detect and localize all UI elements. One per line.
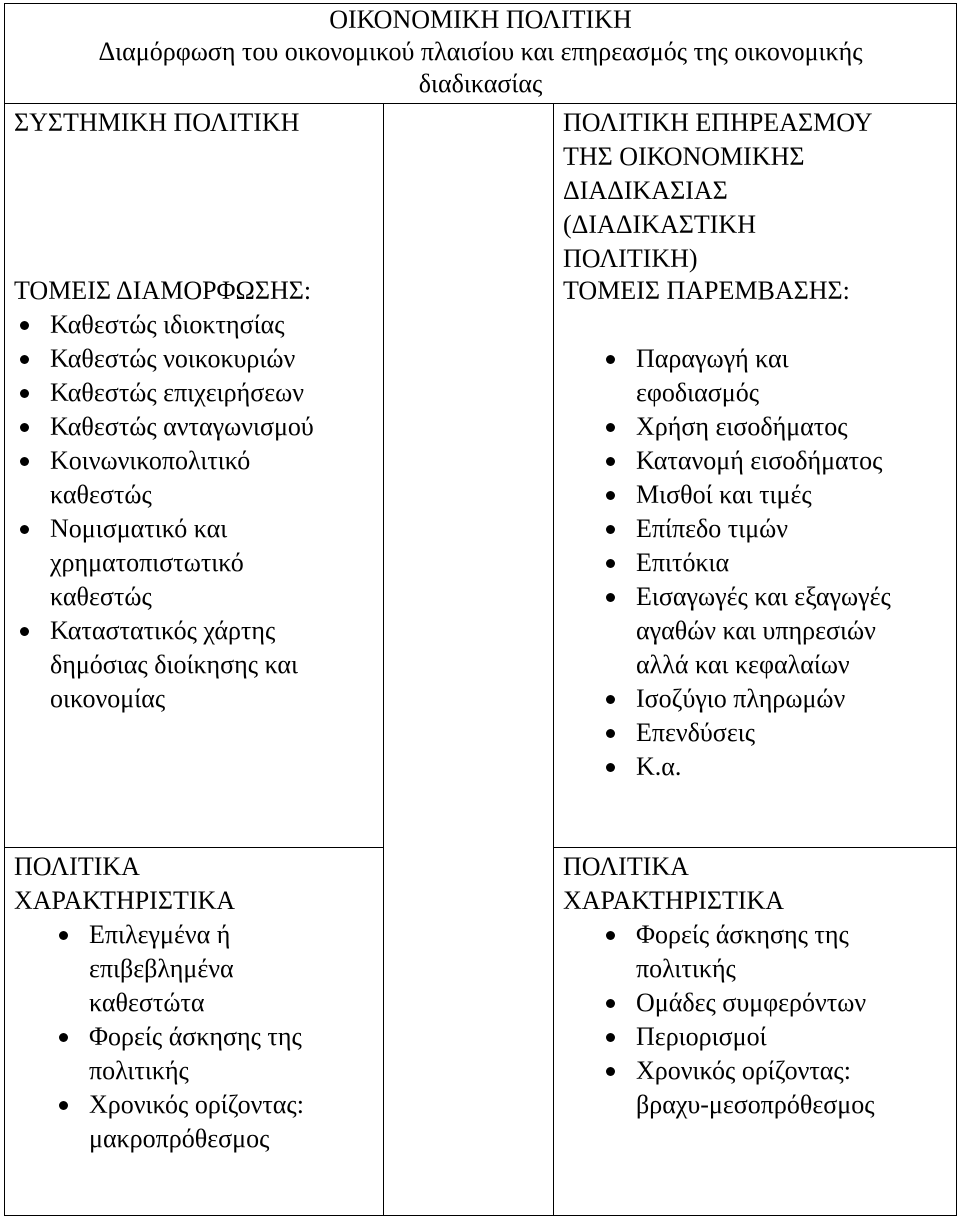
bullet-icon (606, 593, 615, 602)
list-item-line: Καθεστώς ιδιοκτησίας (50, 310, 285, 339)
bullet-icon (606, 729, 615, 738)
bullet-icon (606, 491, 615, 500)
right-features-heading-2: ΧΑΡΑΚΤΗΡΙΣΤΙΚΑ (563, 886, 785, 915)
list-item-line: Επίπεδο τιμών (636, 514, 789, 543)
list-item-line: Χρονικός ορίζοντας: (89, 1090, 304, 1119)
right-heading-line: ΔΙΑΔΙΚΑΣΙΑΣ (563, 176, 728, 205)
list-item (50, 444, 314, 512)
left-features-heading-2: ΧΑΡΑΚΤΗΡΙΣΤΙΚΑ (14, 886, 236, 915)
list-item (636, 716, 891, 750)
list-item-line: Φορείς άσκησης της (636, 920, 849, 949)
list-item-line: Νομισματικό και (50, 514, 228, 543)
bullet-icon (606, 457, 615, 466)
list-item-line: πολιτικής (89, 1056, 189, 1085)
list-item (636, 986, 875, 1020)
list-item (636, 512, 891, 546)
bullet-icon (606, 695, 615, 704)
list-item-line: Εισαγωγές και εξαγωγές (636, 582, 891, 611)
bullet-icon (59, 1101, 68, 1110)
features-divider-left (4, 847, 384, 848)
list-item (50, 376, 314, 410)
bullet-icon (20, 321, 29, 330)
list-item-line: Καθεστώς νοικοκυριών (50, 344, 296, 373)
list-item-line: αγαθών και υπηρεσιών (636, 616, 876, 645)
list-item-line: Φορείς άσκησης της (89, 1022, 302, 1051)
list-item (636, 546, 891, 580)
list-item-line: καθεστώς (50, 582, 152, 611)
list-item-line: Καθεστώς επιχειρήσεων (50, 378, 305, 407)
list-item-line: Κοινωνικοπολιτικό (50, 446, 251, 475)
bullet-icon (20, 627, 29, 636)
list-item (89, 1020, 304, 1088)
column-divider-right (553, 103, 554, 1216)
list-item (50, 308, 314, 342)
left-sectors-heading: ΤΟΜΕΙΣ ΔΙΑΜΟΡΦΩΣΗΣ: (14, 276, 312, 305)
list-item-line: Παραγωγή και (636, 344, 789, 373)
list-item-line: Μισθοί και τιμές (636, 480, 812, 509)
bullet-icon (606, 355, 615, 364)
list-item (636, 478, 891, 512)
list-item-line: βραχυ-μεσοπρόθεσμος (636, 1090, 875, 1119)
list-item-line: Περιορισμοί (636, 1022, 767, 1051)
list-item-line: επιβεβλημένα (89, 954, 234, 983)
bullet-icon (606, 559, 615, 568)
list-item-line: καθεστώτα (89, 988, 205, 1017)
list-item-line: Καταστατικός χάρτης (50, 616, 276, 645)
list-item (636, 444, 891, 478)
page-subtitle-line2: διαδικασίας (418, 69, 543, 98)
bullet-icon (20, 525, 29, 534)
list-item (636, 342, 891, 410)
right-features-list (636, 918, 875, 1122)
bullet-icon (606, 999, 615, 1008)
list-item (636, 1054, 875, 1122)
list-item-line: μακροπρόθεσμος (89, 1124, 270, 1153)
title-block (4, 4, 957, 100)
list-item-line: Χρονικός ορίζοντας: (636, 1056, 851, 1085)
bullet-icon (20, 355, 29, 364)
right-sectors-heading: ΤΟΜΕΙΣ ΠΑΡΕΜΒΑΣΗΣ: (563, 276, 850, 305)
list-item-line: Καθεστώς ανταγωνισμού (50, 412, 314, 441)
list-item (50, 512, 314, 614)
list-item-line: Επιτόκια (636, 548, 730, 577)
right-heading-line: ΤΗΣ ΟΙΚΟΝΟΜΙΚΗΣ (563, 142, 805, 171)
page-title: ΟΙΚΟΝΟΜΙΚΗ ΠΟΛΙΤΙΚΗ (329, 5, 632, 34)
bullet-icon (606, 931, 615, 940)
list-item (636, 410, 891, 444)
features-divider-right (553, 847, 957, 848)
list-item-line: Επενδύσεις (636, 718, 756, 747)
bullet-icon (606, 763, 615, 772)
list-item-line: εφοδιασμός (636, 378, 760, 407)
left-features-list (89, 918, 304, 1156)
list-item-line: Ομάδες συμφερόντων (636, 988, 867, 1017)
list-item (89, 1088, 304, 1156)
list-item-line: Χρήση εισοδήματος (636, 412, 848, 441)
list-item (636, 1020, 875, 1054)
list-item (636, 580, 891, 682)
list-item-line: καθεστώς (50, 480, 152, 509)
bullet-icon (59, 1033, 68, 1042)
bullet-icon (59, 931, 68, 940)
column-divider-left (383, 103, 384, 1216)
page-subtitle-line1: Διαμόρφωση του οικονομικού πλαισίου και επηρεασμός της οικονομικής (98, 37, 863, 66)
bullet-icon (20, 423, 29, 432)
list-item (636, 918, 875, 986)
list-item-line: πολιτικής (636, 954, 736, 983)
title-divider (4, 103, 957, 104)
left-features-heading-1: ΠΟΛΙΤΙΚΑ (14, 852, 140, 881)
list-item (50, 342, 314, 376)
list-item (636, 750, 891, 784)
list-item (50, 410, 314, 444)
list-item-line: Κατανομή εισοδήματος (636, 446, 883, 475)
bullet-icon (20, 457, 29, 466)
list-item-line: αλλά και κεφαλαίων (636, 650, 850, 679)
list-item (89, 918, 304, 1020)
bullet-icon (606, 1033, 615, 1042)
left-sectors-list (50, 308, 314, 716)
bullet-icon (20, 389, 29, 398)
bullet-icon (606, 423, 615, 432)
right-heading (563, 106, 872, 276)
list-item-line: Κ.α. (636, 752, 682, 781)
left-heading: ΣΥΣΤΗΜΙΚΗ ΠΟΛΙΤΙΚΗ (14, 108, 300, 137)
list-item-line: χρηματοπιστωτικό (50, 548, 244, 577)
list-item (50, 614, 314, 716)
right-heading-line: ΠΟΛΙΤΙΚΗ ΕΠΗΡΕΑΣΜΟΥ (563, 108, 873, 137)
right-features-heading-1: ΠΟΛΙΤΙΚΑ (563, 852, 689, 881)
list-item-line: οικονομίας (50, 684, 166, 713)
right-sectors-list (636, 342, 891, 784)
bullet-icon (606, 1067, 615, 1076)
right-heading-line: ΠΟΛΙΤΙΚΗ) (563, 244, 698, 273)
list-item-line: Επιλεγμένα ή (89, 920, 231, 949)
list-item-line: δημόσιας διοίκησης και (50, 650, 299, 679)
list-item (636, 682, 891, 716)
bullet-icon (606, 525, 615, 534)
right-heading-line: (ΔΙΑΔΙΚΑΣΤΙΚΗ (563, 210, 756, 239)
list-item-line: Ισοζύγιο πληρωμών (636, 684, 846, 713)
